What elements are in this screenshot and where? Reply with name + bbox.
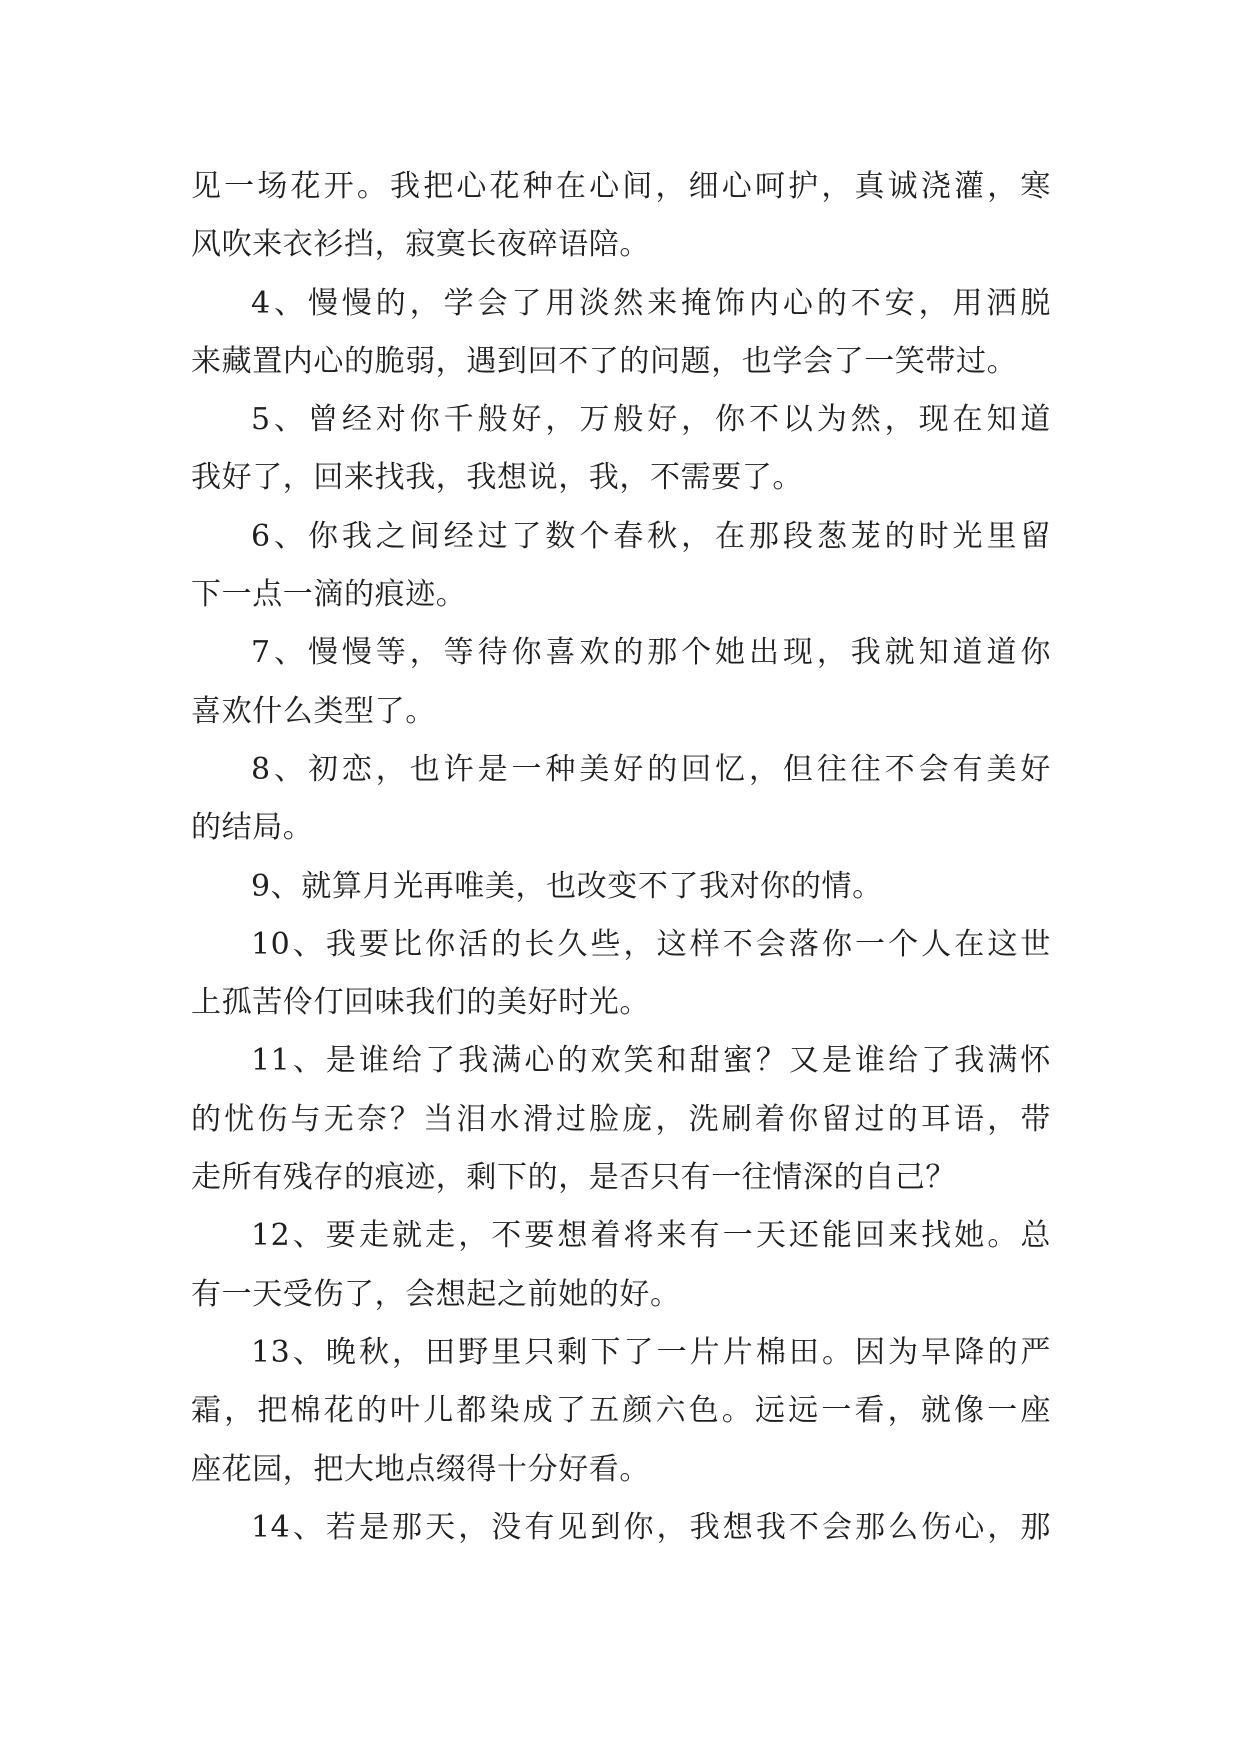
text-line: 9、就算月光再唯美，也改变不了我对你的情。 <box>251 868 883 904</box>
text-line: 14、若是那天，没有见到你，我想我不会那么伤心，那 <box>251 1509 1051 1545</box>
text-line: 7、慢慢等，等待你喜欢的那个她出现，我就知道道你 <box>251 635 1051 671</box>
text-line: 6、你我之间经过了数个春秋，在那段葱茏的时光里留 <box>251 518 1051 554</box>
text-line: 有一天受伤了，会想起之前她的好。 <box>191 1276 681 1312</box>
text-line: 风吹来衣衫挡，寂寞长夜碎语陪。 <box>191 227 650 263</box>
text-line: 见一场花开。我把心花种在心间，细心呵护，真诚浇灌，寒 <box>191 169 1051 204</box>
text-line: 座花园，把大地点缀得十分好看。 <box>191 1451 650 1487</box>
text-line: 13、晚秋，田野里只剩下了一片片棉田。因为早降的严 <box>251 1334 1051 1370</box>
text-line: 5、曾经对你千般好，万般好，你不以为然，现在知道 <box>251 402 1051 438</box>
text-line: 走所有残存的痕迹，剩下的，是否只有一往情深的自己？ <box>191 1160 956 1196</box>
text-line: 11、是谁给了我满心的欢笑和甜蜜？又是谁给了我满怀 <box>251 1043 1051 1079</box>
document-body <box>191 158 1051 1557</box>
text-line: 4、慢慢的，学会了用淡然来掩饰内心的不安，用洒脱 <box>251 285 1051 321</box>
text-line: 8、初恋，也许是一种美好的回忆，但往往不会有美好 <box>251 751 1051 787</box>
text-line: 10、我要比你活的长久些，这样不会落你一个人在这世 <box>251 926 1051 962</box>
text-line: 的忧伤与无奈？当泪水滑过脸庞，洗刷着你留过的耳语，带 <box>191 1101 1051 1137</box>
text-line: 喜欢什么类型了。 <box>191 693 436 729</box>
text-line: 我好了，回来找我，我想说，我，不需要了。 <box>191 460 803 496</box>
text-line: 下一点一滴的痕迹。 <box>191 577 467 613</box>
text-line: 12、要走就走，不要想着将来有一天还能回来找她。总 <box>251 1218 1051 1254</box>
text-line: 来藏置内心的脆弱，遇到回不了的问题，也学会了一笑带过。 <box>191 343 1018 379</box>
text-line: 上孤苦伶仃回味我们的美好时光。 <box>191 985 650 1021</box>
text-line: 的结局。 <box>191 810 314 846</box>
text-line: 霜，把棉花的叶儿都染成了五颜六色。远远一看，就像一座 <box>191 1393 1051 1429</box>
